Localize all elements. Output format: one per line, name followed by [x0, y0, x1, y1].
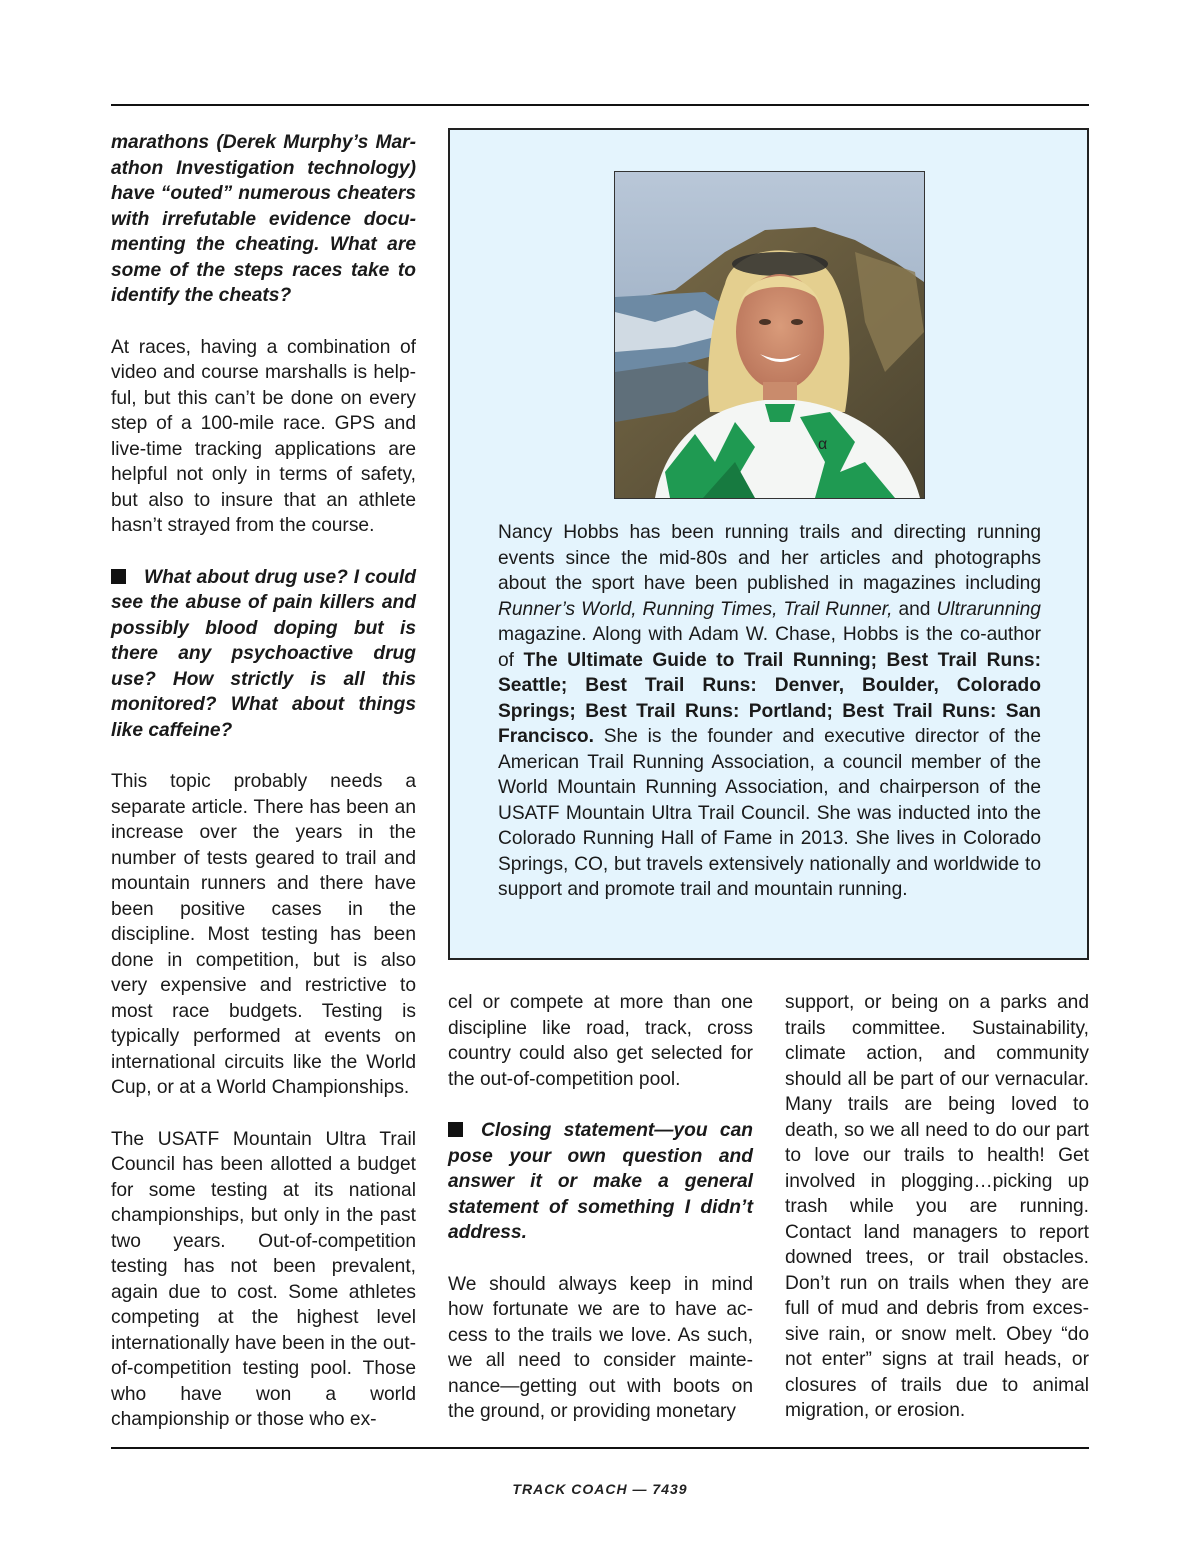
top-rule [111, 104, 1089, 106]
question-text: marathons (Derek Murphy’s Marathon Investigation technology) have “outed” numerous cheaters with irrefutable evidence documenting the cheating. What are some of the steps races take to identify the cheats? [111, 132, 416, 306]
svg-text:α: α [818, 436, 828, 453]
bio-text: magazine. Along with Adam W. Chase, Hobbs is the co-author of [498, 624, 1041, 671]
question-label: What about drug use? I could see the abuse of pain killers and possibly blood doping but is there any psychoactive drug use? How strictly is all this monitored? What about things like caffeine? [111, 566, 416, 741]
bio-text: Nancy Hobbs has been running trails and directing running events since the mid-80s and her articles and photographs about the sport have been published in magazines including [498, 522, 1041, 594]
answer-text: cel or compete at more than one discipline like road, track, cross country could also get selected for the out-of-competition pool. [448, 992, 753, 1090]
author-photo [614, 171, 925, 499]
answer-text: This topic probably needs a separate article. There has been an increase over the years in the number of tests geared to trail and mountain runners and there have been positive cases in the discipline. Most testing has been done in competition, but is also very expensive and restrictive to most race budgets. Testing is typically performed at events on international circuits like the World Cup, or at a World Championships. [111, 771, 416, 1098]
middle-column [448, 990, 753, 1451]
question-label: Closing statement—you can pose your own question and answer it or make a general statement of something I didn’t address. [448, 1120, 753, 1243]
bio-text: She is the founder and executive director of the American Trail Running Association, a council member of the World Mountain Running Association, and chairperson of the USATF Mountain Ultra Trail Council. She was inducted into the Colorado Running Hall of Fame in 2013. She lives in Colorado Springs, CO, but travels extensively nationally and worldwide to support and promote trail and mountain running. [498, 726, 1041, 900]
square-bullet-icon [448, 1122, 463, 1137]
page-footer: TRACK COACH — 7439 [512, 1481, 688, 1497]
author-bio [498, 520, 1041, 903]
answer-text: At races, having a combination of video and course marshalls is helpful, but this can’t be done on every step of a 100-mile race. GPS and live-time tracking applications are helpful not only in terms of safety, but also to insure that an athlete hasn’t strayed from the course. [111, 336, 416, 536]
right-column [785, 990, 1089, 1450]
bottom-rule [111, 1447, 1089, 1449]
book-titles: The Ultimate Guide to Trail Running; Best Trail Runs: Seattle; Best Trail Runs: Denver, Boulder, Colorado Springs; Best Trail Runs: Portland; Best Trail Runs: San Francisco. [498, 649, 1041, 747]
answer-text: We should always keep in mind how fortunate we are to have access to the trails we love. As such, we all need to consider maintenance—getting out with boots on the ground, or providing monetary [448, 1273, 753, 1422]
question-text [111, 565, 416, 744]
question-text [448, 1118, 753, 1246]
square-bullet-icon [111, 569, 126, 584]
left-column [111, 130, 416, 1459]
answer-text: support, or being on a parks and trails committee. Sustainability, climate action, and community should all be part of our vernacular. Many trails are being loved to death, so we all need to do our part to love our trails to health! Get involved in plogging…picking up trash while you are running. Contact land managers to report downed trees, or trail obstacles. Don’t run on trails when they are full of mud and debris from excessive rain, or snow melt. Obey “do not enter” signs at trail heads, or closures of trails due to animal migration, or erosion. [785, 992, 1089, 1421]
author-portrait-image [615, 172, 924, 498]
magazine-titles: Runner’s World, Running Times, Trail Runner, [498, 598, 893, 620]
author-bio-sidebar [448, 128, 1089, 960]
magazine-title: Ultrarunning [936, 598, 1041, 620]
bio-text: and [892, 598, 937, 620]
answer-text: The USATF Mountain Ultra Trail Council has been allotted a budget for some testing at its national championships, but only in the past two years. Out-of-competition testing has not been prevalent, again due to cost. Some athletes competing at the highest level internationally have been in the out-of-competition testing pool. Those who have won a world championship or those who ex- [111, 1128, 416, 1430]
